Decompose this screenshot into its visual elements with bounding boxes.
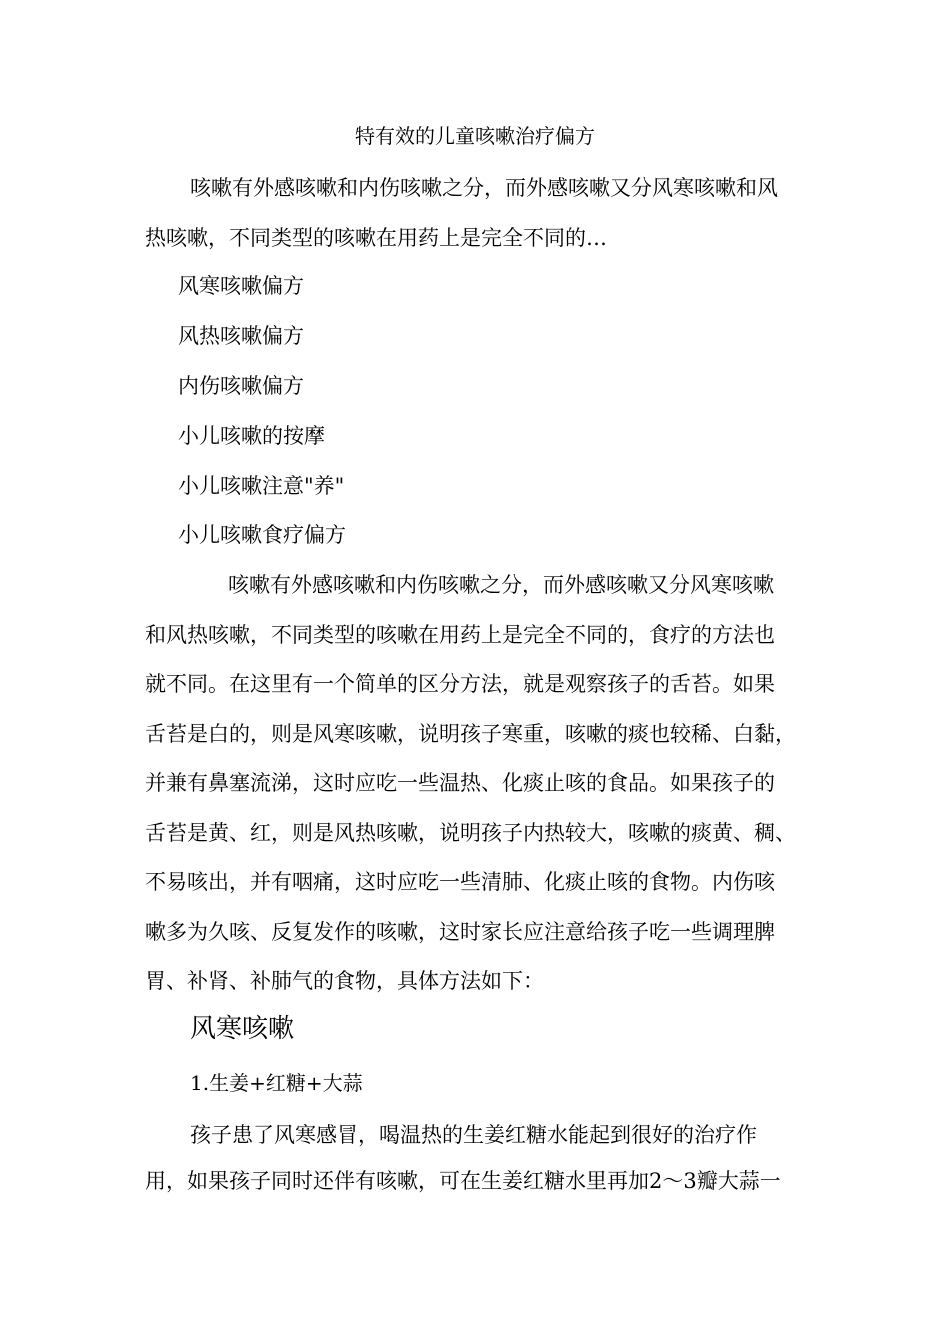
body-line: 就不同。在这里有一个简单的区分方法，就是观察孩子的舌苔。如果 (145, 672, 775, 696)
toc-item-wind-cold: 风寒咳嗽偏方 (178, 274, 304, 298)
toc-item-diet: 小儿咳嗽食疗偏方 (178, 523, 346, 547)
body-line: 胃、补肾、补肺气的食物，具体方法如下： (145, 969, 544, 993)
body-line: 舌苔是白的，则是风寒咳嗽，说明孩子寒重，咳嗽的痰也较稀、白黏， (145, 722, 796, 746)
item-line: 用，如果孩子同时还伴有咳嗽，可在生姜红糖水里再加2～3瓣大蒜一 (145, 1169, 781, 1193)
intro-line: 热咳嗽，不同类型的咳嗽在用药上是完全不同的… (145, 226, 607, 250)
document-title: 特有效的儿童咳嗽治疗偏方 (355, 124, 595, 148)
intro-line: 咳嗽有外感咳嗽和内伤咳嗽之分，而外感咳嗽又分风寒咳嗽和风 (190, 176, 778, 200)
toc-item-massage: 小儿咳嗽的按摩 (178, 424, 325, 448)
body-line: 舌苔是黄、红，则是风热咳嗽，说明孩子内热较大，咳嗽的痰黄、稠、 (145, 821, 796, 845)
body-line: 不易咳出，并有咽痛，这时应吃一些清肺、化痰止咳的食物。内伤咳 (145, 870, 775, 894)
toc-item-care: 小儿咳嗽注意"养" (178, 474, 345, 498)
body-line: 和风热咳嗽，不同类型的咳嗽在用药上是完全不同的，食疗的方法也 (145, 623, 775, 647)
section-heading: 风寒咳嗽 (190, 1014, 295, 1044)
item-heading: 1.生姜+红糖+大蒜 (190, 1071, 363, 1095)
body-line: 嗽多为久咳、反复发作的咳嗽，这时家长应注意给孩子吃一些调理脾 (145, 920, 775, 944)
item-line: 孩子患了风寒感冒，喝温热的生姜红糖水能起到很好的治疗作 (190, 1123, 757, 1147)
body-line: 咳嗽有外感咳嗽和内伤咳嗽之分，而外感咳嗽又分风寒咳嗽 (228, 573, 774, 597)
body-line: 并兼有鼻塞流涕，这时应吃一些温热、化痰止咳的食品。如果孩子的 (145, 771, 775, 795)
toc-item-wind-heat: 风热咳嗽偏方 (178, 324, 304, 348)
toc-item-internal: 内伤咳嗽偏方 (178, 374, 304, 398)
